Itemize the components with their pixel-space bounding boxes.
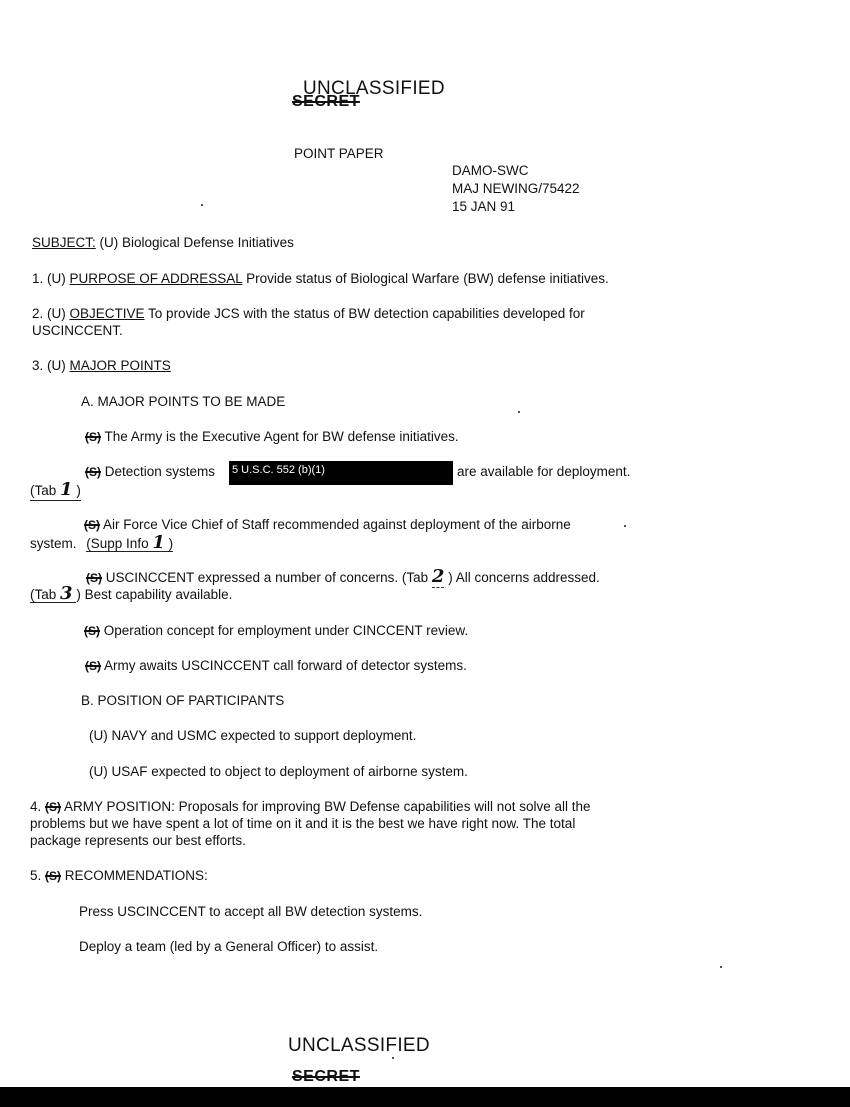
top-classification: UNCLASSIFIED [303,78,445,99]
tab-close: ) [76,483,81,498]
point-operation [84,622,468,640]
classification-mark: (S) [45,800,62,814]
item-2-text: To provide JCS with the status of BW detection capabilities developed for [148,306,585,321]
redaction-citation: 5 U.S.C. 552 (b)(1) [232,464,325,476]
classification-mark: (S) [84,624,100,638]
point-text: The Army is the Executive Agent for BW defense initiatives. [104,429,459,444]
scan-speck [201,204,203,206]
item-4-number: 4. [30,799,42,814]
scan-speck [392,1057,394,1059]
tab-label: (Tab [30,483,57,498]
item-1 [32,270,609,287]
handwritten-tab-number: 3 [60,583,73,604]
item-2-heading: OBJECTIVE [69,306,145,321]
classification-mark: (S) [85,465,101,479]
subject-line [32,234,294,251]
scan-border-bar [0,1087,850,1107]
point-detection [85,463,215,481]
author: MAJ NEWING/75422 [452,181,580,196]
classification-mark: (S) [85,430,101,444]
point-text: Army awaits USCINCCENT call forward of detector systems. [104,658,467,673]
subject-text: (U) Biological Defense Initiatives [99,235,294,250]
item-4 [30,798,591,816]
recommendation-2: Deploy a team (led by a General Officer) to assist. [79,939,379,954]
supp-close: ) [168,536,174,551]
item-2-number: 2. (U) [32,306,66,321]
item-1-heading: PURPOSE OF ADDRESSAL [69,271,243,286]
item-2-line-2: USCINCCENT. [32,323,123,338]
scan-speck [720,966,722,968]
position-usaf: (U) USAF expected to object to deployment of airborne system. [89,764,468,779]
point-army-agent [85,428,459,446]
bottom-old-marking: SECRET [292,1068,360,1085]
item-3-number: 3. (U) [32,358,66,373]
item-1-number: 1. (U) [32,271,66,286]
item-1-text: Provide status of Biological Warfare (BW) defense initiatives. [246,271,609,286]
tab-3-reference [30,583,76,604]
point-air-force-line-2 [30,534,173,552]
point-text: USCINCCENT expressed a number of concerns. (Tab [105,570,429,585]
classification-mark: (S) [86,571,102,585]
item-5-number: 5. [30,868,42,883]
recommendation-1: Press USCINCCENT to accept all BW detection systems. [79,904,423,919]
classification-mark: (S) [45,869,62,883]
item-5-heading: RECOMMENDATIONS: [64,868,208,883]
office-code: DAMO-SWC [452,163,529,178]
scan-speck [624,525,626,527]
point-text: Operation concept for employment under CINCCENT review. [103,623,469,638]
supp-info-reference [86,532,174,553]
point-text: ) Best capability available. [76,587,233,602]
tab-1-reference [30,481,81,501]
point-text: Detection systems [104,464,216,479]
handwritten-tab-number: 2 [431,566,445,587]
point-army-awaits [85,657,467,675]
section-a-heading: A. MAJOR POINTS TO BE MADE [81,394,286,409]
point-text: Air Force Vice Chief of Staff recommended against deployment of the airborne [103,517,571,532]
handwritten-tab-number: 1 [60,479,73,500]
item-3-heading: MAJOR POINTS [69,358,171,373]
bottom-classification: UNCLASSIFIED [288,1035,430,1056]
point-concerns-line-2 [30,585,232,603]
item-4-line-3: package represents our best efforts. [30,833,246,848]
subject-label: SUBJECT: [32,235,96,250]
item-3 [32,357,171,374]
point-detection-end: are available for deployment. [457,464,631,479]
point-text: ) All concerns addressed. [448,570,600,585]
item-2 [32,305,585,322]
handwritten-supp-number: 1 [152,532,165,553]
top-old-marking: SECRET [292,93,360,110]
item-4-line-2: problems but we have spent a lot of time on it and it is the best we have right now. The total [30,816,576,831]
item-4-text: ARMY POSITION: Proposals for improving BW Defense capabilities will not solve all the [64,799,591,814]
tab-label: (Tab [30,587,57,602]
document-title: POINT PAPER [294,146,384,161]
position-navy: (U) NAVY and USMC expected to support deployment. [89,728,417,743]
classification-mark: (S) [85,659,101,673]
supp-label: (Supp Info [86,536,149,551]
classification-mark: (S) [84,518,100,532]
item-5 [30,867,208,885]
point-text: system. [30,536,77,551]
section-b-heading: B. POSITION OF PARTICIPANTS [81,693,285,708]
redaction-box [229,461,453,485]
scan-speck [518,411,520,413]
document-date: 15 JAN 91 [452,199,516,214]
